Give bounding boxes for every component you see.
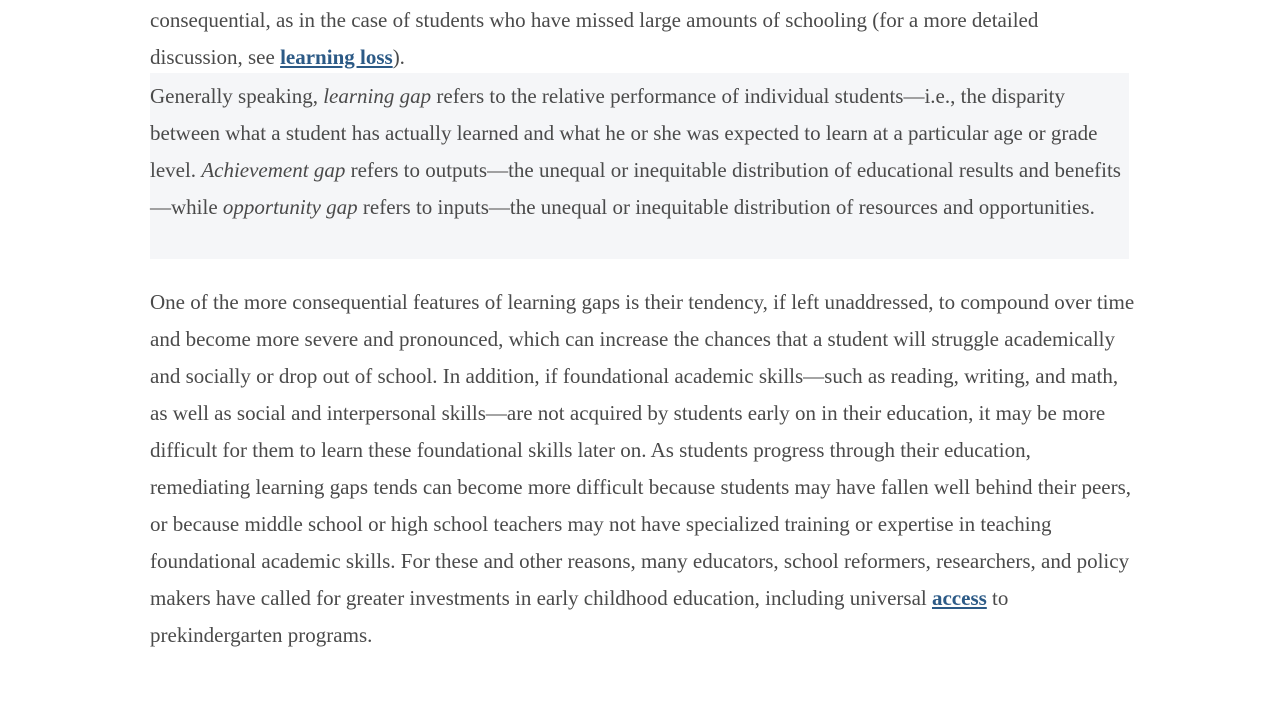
paragraph-text: refers to outputs—the unequal or inequitable distribution of educational results and benefits—while: [150, 158, 1121, 219]
paragraph-gap-definitions: [150, 73, 1129, 259]
paragraph-learning-loss: [150, 2, 1135, 76]
term-achievement-gap: Achievement gap: [201, 158, 346, 182]
paragraph-text: consequential, as in the case of students who have missed large amounts of schooling (for a more detailed discussion, see: [150, 8, 1039, 69]
paragraph-text: One of the more consequential features of learning gaps is their tendency, if left unaddressed, to compound over time and become more severe and pronounced, which can increase the chances that a student will struggle academically and socially or drop out of school. In addition, if foundational academic skills—such as reading, writing, and math, as well as social and interpersonal skills—are not acquired by students early on in their education, it may be more difficult for them to learn these foundational skills later on. As students progress through their education, remediating learning gaps tends can become more difficult because students may have fallen well behind their peers, or because middle school or high school teachers may not have specialized training or expertise in teaching foundational academic skills. For these and other reasons, many educators, school reformers, researchers, and policy makers have called for greater investments in early childhood education, including universal: [150, 290, 1135, 610]
learning-loss-link[interactable]: learning loss: [280, 45, 393, 69]
paragraph-text: Generally speaking,: [150, 84, 324, 108]
term-opportunity-gap: opportunity gap: [222, 195, 358, 219]
paragraph-text: to prekindergarten programs.: [150, 586, 1009, 647]
access-link[interactable]: access: [931, 586, 987, 610]
term-learning-gap: learning gap: [323, 84, 432, 108]
paragraph-text: refers to inputs—the unequal or inequitable distribution of resources and opportunities.: [357, 195, 1095, 219]
paragraph-consequences: [150, 284, 1135, 654]
paragraph-text: ).: [392, 45, 405, 69]
paragraph-text: refers to the relative performance of individual students—i.e., the disparity between what a student has actually learned and what he or she was expected to learn at a particular age or grade level.: [150, 84, 1098, 182]
